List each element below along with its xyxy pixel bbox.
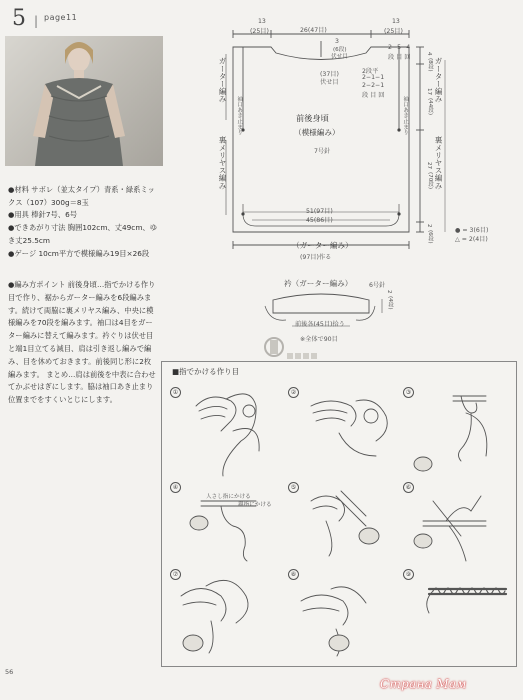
garter-label-right: ガーター編み (434, 57, 443, 103)
body-pattern: （模様編み） (294, 128, 340, 137)
legend-dot: ● = 3(6目) (455, 227, 489, 234)
step4-annotation-index: 人さし指にかける (206, 494, 251, 500)
neck-37: (37目) (320, 71, 339, 78)
garter-label-left: ガーター編み (218, 57, 227, 103)
purl-label-right: 裏メリヤス編み (434, 136, 443, 190)
gauge-label: ●ゲージ (8, 248, 37, 258)
purl-label-left: 裏メリヤス編み (218, 136, 227, 190)
right-8: (8段) (427, 58, 433, 72)
pattern-number: 5 (12, 6, 26, 31)
step-3-number: ③ (403, 387, 414, 398)
size-value: 胸囲102cm、丈49cm、ゆき丈25.5cm (8, 223, 158, 245)
yarn-label: ●材料 (8, 185, 29, 194)
collar-needle: 6号針 (369, 282, 386, 289)
legend-triangle: △ = 2(4目) (455, 236, 488, 243)
dim-top-left: 13 (258, 18, 266, 25)
neck-6: (6段) (333, 47, 347, 53)
finish-label: まとめ (46, 369, 69, 379)
step-1-number: ① (170, 387, 181, 398)
tutorial-bullet: ■ (172, 367, 180, 376)
step-9-number: ⑨ (403, 569, 414, 580)
shoulder-2: 段 目 回 (388, 54, 411, 61)
tutorial-illustrations (161, 361, 515, 665)
step-4-illustration (190, 501, 256, 561)
right-6: (6段) (427, 230, 433, 244)
sleeve-opening-right: 袖口あき止まり (402, 96, 408, 136)
yarn-value: サボレ（並太タイプ）青系・緑系ミックス（107）300g＝8玉 (8, 185, 155, 207)
right-70: (70段) (427, 172, 433, 190)
header-divider: | (34, 14, 39, 28)
neck-bind-off: 伏せ目 (331, 54, 348, 60)
step-1-illustration (196, 394, 259, 476)
sleeve-opening-left: 袖口あき止まり (236, 96, 242, 136)
decrease-1: 2段平 (362, 68, 379, 75)
step-4-number: ④ (170, 482, 181, 493)
right-2: 2 (426, 224, 432, 228)
decrease-4: 段 目 回 (362, 92, 385, 99)
page-reference: page11 (44, 13, 78, 22)
neck-3: 3 (335, 38, 339, 45)
dim-top-center: 26(47目) (300, 27, 327, 34)
collar-total: ※全体で90目 (300, 336, 338, 343)
step-7-number: ⑦ (170, 569, 181, 580)
collar-2: 2 (386, 290, 392, 294)
step-9-illustration (427, 588, 506, 613)
bottom-45: 45(86目) (306, 217, 333, 224)
collar-4: (4段) (387, 296, 393, 310)
bottom-garter: （ガーター編み） (292, 241, 353, 250)
step-3-illustration (414, 396, 487, 471)
bottom-cast-on: (97目)作る (300, 254, 332, 261)
step-6-number: ⑥ (403, 482, 414, 493)
step-5-illustration (311, 491, 379, 556)
step-2-illustration (311, 400, 387, 456)
body-needle: 7号針 (314, 148, 331, 155)
decrease-2: 2−1−1 (362, 74, 385, 81)
bottom-51: 51(97目) (306, 208, 333, 215)
dim-top-left-stitches: (25目) (250, 28, 269, 35)
body-title: 前後身頃 (296, 113, 329, 123)
point-text: 前後身頃…指でかける作り目で作り、裾からガーター編みを6段編みます。続けて両脇に裏メリヤス編み、中央に模様編みを70段を編みます。袖口は4目をガーター編みに替えて編みます。衿ぐりは伏せ目と端1目立てる減目、肩は引き返し編みで編み、目を休めておきます。前後同じ形に2枚編みます。 (8, 280, 156, 379)
needles-value: 棒針7号、6号 (31, 210, 78, 220)
collar-title: 衿（ガーター編み） (284, 279, 353, 288)
step-7-illustration (181, 580, 248, 653)
step-8-number: ⑧ (288, 569, 299, 580)
shoulder-1: 2−5−4 (388, 44, 411, 51)
needles-label: ●用具 (8, 210, 29, 220)
size-label: ●できあがり寸法 (8, 223, 66, 233)
gauge-value: 10cm平方で模様編み19目×26段 (38, 248, 150, 258)
dim-top-right-stitches: (25目) (384, 28, 403, 35)
point-label: ●編み方ポイント (8, 280, 66, 289)
right-17: 17 (426, 88, 432, 96)
right-4: 4 (426, 52, 432, 56)
neck-37-bind-off: 伏せ目 (320, 79, 339, 86)
decrease-3: 2−2−1 (362, 82, 385, 89)
step-5-number: ⑤ (288, 482, 299, 493)
step-6-illustration (414, 496, 486, 561)
site-watermark: Страна Мам (380, 677, 467, 691)
step-8-illustration (301, 587, 366, 656)
collar-stitches: 前後各(45目)拾う (295, 321, 345, 328)
right-27: 27 (426, 162, 432, 170)
page-number: 56 (5, 668, 14, 676)
dim-top-right: 13 (392, 18, 400, 25)
right-44: (44段) (427, 98, 433, 116)
tutorial-title-text: 指でかける作り目 (179, 367, 240, 376)
step4-annotation-thumb: 親指にかける (238, 502, 272, 508)
finish-text: …肩は前後を中表に合わせてかぶせはぎにします。脇は袖口あき止まり位置までをすくいとじにします。 (8, 369, 156, 405)
step-2-number: ② (288, 387, 299, 398)
